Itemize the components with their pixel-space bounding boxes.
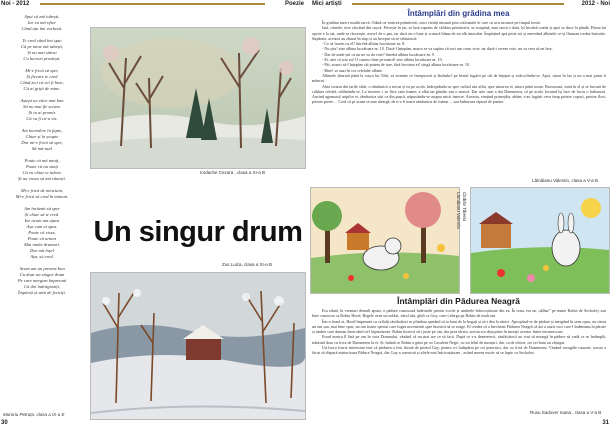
poem-line: Poate că mă minți, bbox=[24, 157, 60, 163]
article1-body bbox=[312, 20, 606, 105]
poem-line: Că eu chiar te iubesc bbox=[22, 169, 62, 175]
poem-author: Muroriu Petruța, clasa a IX-a E bbox=[3, 412, 65, 417]
right-page-header bbox=[306, 0, 611, 9]
big-title: Un singur drum bbox=[93, 216, 303, 248]
article2-title: Întâmplări din Pădurea Neagră bbox=[397, 296, 520, 306]
right-page-number: 31 bbox=[602, 420, 609, 426]
paragraph: Era odată, în vremuri demult apuse, o pădure cunoscută îndeosebi pentru vocile și umbrele înfricoșătoare din ea. În orau, era un „tâlhar” pe nume Robin de Sockoley sau bine cunoscut ca Robin Hood. Regele avea un soldat, vărul său, ghilt ca Guy, care-i alerga pe Robin de mult ani. bbox=[312, 308, 606, 319]
poem-line: Și nu mai stărui bbox=[27, 50, 57, 56]
poem-line: Cu doar un singur drum bbox=[19, 272, 65, 278]
poem-stanza bbox=[0, 266, 84, 296]
painting-winter-landscape-image bbox=[91, 273, 305, 419]
poem-line: Așa, să cred. bbox=[30, 254, 54, 260]
poem-line: Pe care mergem împreună bbox=[17, 278, 67, 284]
poem-stanza bbox=[0, 68, 84, 92]
poem-line: Că pe mine mă iubești, bbox=[20, 43, 64, 49]
poem-line: Spui că mă iubești, bbox=[24, 14, 60, 19]
paragraph: Iată, cărnele, iese căscând din cușcă. Privește în jur, se lasă cuprins de căldura primăverii, se scarpină, mai cască o dată, își încalză coada și apoi se duce la pândă. Prima lui oprire e la sat, unde se răcorește, avea-l de o pas, iar dacă nu e bine și scutură blana de un alb imaculat. Împărțind apă peste tot și enervând albinele ce-și fluturau treaba însiruite. Supărate, acestea au zburat în stup și au început să se sfătuiască: bbox=[312, 25, 606, 41]
right-page bbox=[306, 0, 611, 427]
poem-line: Acum am un prezent bun bbox=[19, 265, 65, 271]
article1-title: Întâmplări din grădina mea bbox=[407, 9, 510, 18]
poem-line: Și tu ai promis bbox=[28, 110, 56, 115]
poem-line: Am înrăznit să sper bbox=[24, 205, 60, 211]
poem-line: Poate că nu simți bbox=[25, 163, 59, 169]
poem-stanza bbox=[0, 38, 84, 62]
poem-line: Iar eu mă-nfior bbox=[27, 20, 57, 26]
paragraph: Abia scoasă din țarile câde, o rândunică a trecut și ea pe acolo, îndreptându-se spre cuibul său aflat, spre miraroa ei, intact până acum. Bucuroasă, intră în el și se bucură de căldura oferită, odihnindu-se. La treziree, i se făcu cam foame; a aflat un gândac sau o muscă. Dar uite cum a dat Dumnezeu, că pe acolo locuind își face de lucru o buburuză. Aucind agomotul aripilor ei, rândunica sări ca din pușcă, năpustindu-se asupra micii insecte. Aceasta, simțind primejdia, zbârn; s-au fugărit ceva timp printre copaci, printre flori, printre pietre ... Cred că pi acum se mai aleargă, de n-o fi marit rândunica de foame ... sau buburuza răpusă de pasăre. bbox=[312, 83, 606, 105]
painting-winter-landscape bbox=[90, 272, 306, 420]
right-header-section: Mici artiști bbox=[312, 1, 342, 7]
poem-line: Că ai grijă de mine. bbox=[23, 86, 61, 92]
poem-line: Aștept un vitor mai bun bbox=[20, 97, 64, 103]
drawing-garden-dog-image bbox=[311, 188, 459, 293]
paragraph: Eroul nostru îl lăsă pe om în voia Domnului, văzând că nu mai are ce să facă. După ce s-a dezmetecit, răufăcătorii au vrut să meargă în pădure să vadă ce se întâmplă, trântind doar cu frica de Dumnezeu la ei. Și, îndată ce Robin a găsit pe cu Cavaleni Negri, cu tot felul de monștri, dar, ca de obicei, tot cei buni au câștigat. bbox=[312, 334, 606, 345]
header-rule-right bbox=[352, 3, 564, 5]
poem-stanza bbox=[0, 98, 84, 122]
poem-stanza bbox=[0, 206, 84, 261]
poem-line: Că doi îndrăgostiți, bbox=[23, 284, 61, 290]
poem-stanza bbox=[0, 128, 84, 152]
paragraph: - Dar de unde știi că nu ne va da voie? întrebă albina lucrătoare nr. 9. bbox=[322, 51, 435, 57]
header-rule bbox=[40, 3, 265, 5]
article2-body bbox=[312, 308, 606, 356]
poem-line: Împăriți și-atât de fericiți. bbox=[18, 290, 66, 296]
painting-winter-forest bbox=[90, 27, 306, 169]
paragraph: În grădina mea e multă zarvă. Odată cu venirea primăverii, mici vietăți misună prin cotloanele le care cu acu ascunse pe timpul iernii. bbox=[322, 20, 541, 25]
left-page-header bbox=[0, 0, 306, 9]
poem-line: Și nu vreau să mă rănești. bbox=[18, 176, 66, 182]
poem-line: Mi-e frică să sper, bbox=[25, 67, 59, 73]
drawing-signature-1: Lămâianu Valentin bbox=[456, 192, 461, 229]
poem-line: Poate că urmez bbox=[27, 235, 57, 241]
poem-line: Iar acum am ajuns bbox=[24, 217, 60, 223]
paragraph: - Păi, atunci să-l înțepăm cât putem de tare, fără învoirea ei! strigă albina lucrătoare nr. 10. bbox=[322, 62, 470, 68]
paragraph: Un lucru foarte interesant este că pădurea a fost făcută de prietul Guy, pentru a-i îndepărta pe cei puternici, dar cu frică de Dumnezeu. Văzând ravagiile cauzate, acesta a făcut să dispară misterioasa Pădure Neagră, dar Guy a construit și altele mai înfricoșătoare , având mereu motiv să se lupte cu Sockoley. bbox=[312, 345, 606, 356]
poem-line: Te cred când îmi spui bbox=[22, 37, 62, 43]
drawing-garden-dog bbox=[310, 187, 460, 294]
left-header-page: Noi - 2012 bbox=[1, 1, 30, 7]
article1-signature: Lămâianu Valentin, clasa a V-a B bbox=[532, 178, 598, 183]
poem-line: Și chiar să te cred. bbox=[24, 211, 60, 217]
painting1-caption: Iordache Cezara , clasa a XI-a B bbox=[200, 170, 266, 175]
poem-line: Când zici că vei fi bine, bbox=[20, 80, 64, 86]
poem-line: Când ața îmi vorbești. bbox=[21, 26, 63, 32]
poem-line: Am încredere în fapte, bbox=[21, 127, 63, 133]
poem-stanza bbox=[0, 14, 84, 32]
right-header-page: 2012 - Noi bbox=[581, 1, 610, 7]
poem-line: Să mă-nșel bbox=[31, 146, 53, 152]
drawing-garden-animals-image bbox=[471, 188, 609, 293]
paragraph: - Ei, uite că știu eu! O cunosc bine pe matcă! zise albina lucrătoare nr. 10. bbox=[322, 57, 443, 63]
drawing-signature-2: Ciobăn Tiberiu bbox=[462, 192, 467, 222]
paragraph: Într-o bună zi, Hood împreună cu ceilalți răufăcători se plimbau spetând să ia bani de la bogați și să-i dea la săraci. Apropiind-se de pădure și mergând în sens opus, au văzut un om sau, mai bine spus, un om foarte speriat care fugea nocentenit spre biserică să se roage. El credea că a înecheiat Pădurea Neagră că ăzi a auzit voci care-l îndemnau la păcate și umbre care dansau încercând să-l hipnotizeze. Robin încercă să-i juste pe om, dar prea târziu, acesta era deja prins în mreaje acestor finite necunoscute. bbox=[312, 318, 606, 335]
painting-winter-forest-image bbox=[91, 28, 305, 168]
poem-line: Mi-e frică de minciuni, bbox=[20, 187, 64, 193]
poem-line: Chiar și în șoapte bbox=[25, 133, 59, 139]
article2-signature: Rusu Sadover Ioana , clasa a V-a B bbox=[530, 410, 602, 415]
poem-line: Dar mi-e frică să sper, bbox=[21, 139, 63, 145]
painting2-caption: Zus Luiza, clasa a XI-a B bbox=[222, 262, 273, 267]
paragraph: - Bine! se auzi în cor celelalte albine. bbox=[322, 67, 383, 73]
left-header-section: Poezie bbox=[284, 1, 304, 7]
poem-line: Dar mă înșel bbox=[30, 248, 54, 254]
poem-line: Mai multe drumuri. bbox=[23, 242, 61, 248]
left-page-number: 30 bbox=[1, 420, 8, 426]
paragraph: - Ce să facem cu el? întrebă albina lucrătoare nr. 8. bbox=[322, 41, 406, 47]
poem-line: Mi-e frică să cred în minuni. bbox=[15, 193, 69, 199]
poem-stanza bbox=[0, 158, 84, 182]
poem-line: Să nu mai fie scrum. bbox=[23, 103, 61, 109]
poem-line: Cu lucruri prostești. bbox=[23, 56, 61, 62]
poem-line: Așa cum ai spus. bbox=[26, 223, 58, 229]
paragraph: Albinele zburară până la cușca lui Tobi, să termine ce începuseră și lăsându-l pe bietul fugărit pe cât de înțepat și zvârcolindu-se. Apoi, căzut în laz și nu a mai putut fi mâncat. bbox=[312, 72, 606, 84]
drawing-garden-animals bbox=[470, 187, 610, 294]
paragraph: - Nu știu! zise albina lucrătoare nr. 10. Dacă-l înțepăm, matca se va supăra că nu-i am cerut voie, iar dacă-i cerem voie, nu va vrea să ne lase. bbox=[322, 46, 553, 52]
poem-line: Poate că visez, bbox=[28, 229, 56, 235]
poem bbox=[0, 14, 84, 302]
poem-line: Că va fi ca-n vis. bbox=[26, 116, 58, 122]
poem-stanza bbox=[0, 188, 84, 200]
poem-line: Și fiecare te cred bbox=[26, 73, 58, 79]
